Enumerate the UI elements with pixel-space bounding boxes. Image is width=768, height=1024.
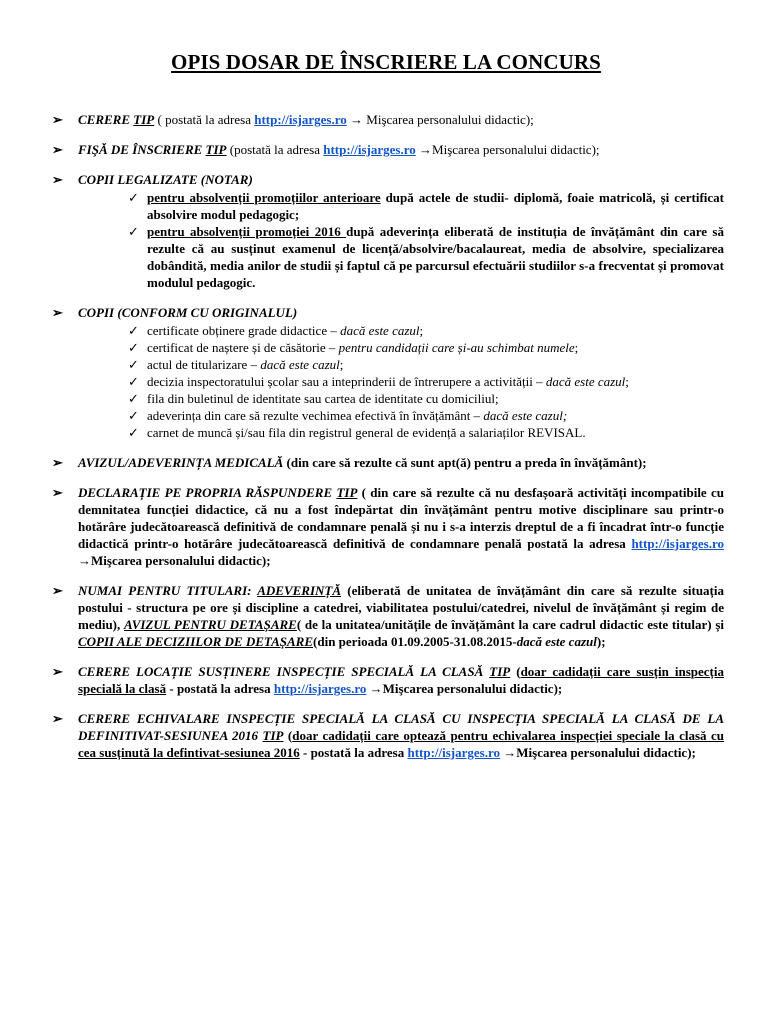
arrow-bullet-icon: ➢	[52, 142, 63, 157]
list-item-cerere-tip: ➢ CERERE TIP ( postată la adresa http://isjarges.ro → Mişcarea personalului didactic);	[52, 112, 534, 127]
list-item-cerere-echivalare: ➢ CERERE ECHIVALARE INSPECȚIE SPECIALĂ LA CLASĂ CU INSPECȚIA SPECIALĂ LA CLASĂ DE LA DEFINITIVAT-SESIUNEA 2016 TIP (doar cadidații care optează pentru echivalarea inspecției speciale la clasă cu cea susținută la defintivat-sesiunea 2016 - postată la adresa http://isjarges.ro →Mişcarea personalului didactic);	[52, 711, 724, 760]
list-item-fisa-inscriere: ➢ FIŞĂ DE ÎNSCRIERE TIP (postată la adresa http://isjarges.ro →Mişcarea personalului didactic);	[52, 142, 600, 157]
link-isjarges[interactable]: http://isjarges.ro	[273, 681, 367, 696]
sub-item: ✓ adeverința din care să rezulte vechimea efectivă în învățământ – dacă este cazul;	[128, 408, 568, 423]
arrow-bullet-icon: ➢	[52, 583, 63, 598]
list-item-cerere-locatie: ➢ CERERE LOCAȚIE SUSȚINERE INSPECȚIE SPECIALĂ LA CLASĂ TIP (doar cadidații care susțin inspecția specială la clasă - postată la adresa http://isjarges.ro →Mişcarea personalului didactic);	[52, 664, 724, 696]
arrow-bullet-icon: ➢	[52, 485, 63, 500]
arrow-bullet-icon: ➢	[52, 455, 63, 470]
check-icon: ✓	[128, 374, 139, 389]
sub-item: ✓ decizia inspectoratului școlar sau a inteprinderii de întrerupere a activității – dacă este cazul;	[128, 374, 629, 389]
arrow-bullet-icon: ➢	[52, 664, 63, 679]
sub-item: ✓ carnet de muncă și/sau fila din registrul general de evidență a salariaților REVISAL.	[128, 425, 586, 440]
sub-item: ✓ certificat de naștere și de căsătorie – pentru candidații care și-au schimbat numele;	[128, 340, 579, 355]
list-item-copii-conform: ➢ COPII (CONFORM CU ORIGINALUL) ✓ certificate obținere grade didactice – dacă este cazul; ✓ certificat de naștere și de căsătorie – pentru candidații care și-au schimbat numele; ✓ actul de titularizare – dacă este cazul; ✓ decizia inspectoratului școlar sau a inteprinderii de întrerupere a activității – dacă este cazul; ✓ fila din buletinul de identitate sau cartea de identitate cu domiciliul; ✓ adeverința din care să rezulte vechimea efectivă în învățământ – dacă este cazul; ✓ carnet de muncă și/sau fila din registrul general de evidență a salariaților REVISAL.	[48, 304, 724, 441]
link-isjarges[interactable]: http://isjarges.ro	[323, 142, 416, 157]
arrow-bullet-icon: ➢	[52, 172, 63, 187]
check-icon: ✓	[128, 408, 139, 423]
list-item-declaratie: ➢ DECLARAȚIE PE PROPRIA RĂSPUNDERE TIP ( din care să rezulte că nu desfașoară activități incompatibile cu demnitatea funcției didactice, că nu a fost îndepărtat din învățământ pentru motive disciplinare sau printr-o hotărâre judecătoarească definitivă de condamnare penală și nu i s-a interzis dreptul de a fi încadrat într-o funcție didactică printr-o hotărâre judecătoarească definitivă de condamnare penală postată la adresa http://isjarges.ro →Mişcarea personalului didactic);	[52, 485, 724, 568]
list-item-aviz-medical: ➢ AVIZUL/ADEVERINȚA MEDICALĂ (din care să rezulte că sunt apt(ă) pentru a preda în învățământ);	[52, 455, 647, 470]
arrow-bullet-icon: ➢	[52, 112, 63, 127]
list-item-copii-legalizate: ➢ COPII LEGALIZATE (NOTAR) ✓ pentru absolvenții promoțiilor anterioare după actele de studii- diplomă, foaie matricolă, și certificat absolvire modul pedagogic; ✓ pentru absolvenții promoției 2016 după adeverința eliberată de instituția de învățământ din care să rezulte că au susținut examenul de licență/absolvire/bacalaureat, media de absolvire, specializarea dobândită, media anilor de studii și faptul că pe parcursul efectuării studiilor s-a frecventat și promovat modulul pedagogic.	[52, 172, 725, 290]
check-icon: ✓	[128, 425, 139, 440]
document	[48, 50, 724, 774]
check-icon: ✓	[128, 190, 139, 205]
sub-item: ✓ fila din buletinul de identitate sau cartea de identitate cu domiciliul;	[128, 391, 499, 406]
sub-item: ✓ pentru absolvenții promoției 2016 după adeverința eliberată de instituția de învățământ din care să rezulte că au susținut examenul de licență/absolvire/bacalaureat, media de absolvire, specializarea dobândită, media anilor de studii și faptul că pe parcursul efectuării studiilor s-a frecventat și promovat modulul pedagogic.	[128, 224, 724, 290]
sub-item: ✓ actul de titularizare – dacă este cazul;	[128, 357, 344, 372]
link-isjarges[interactable]: http://isjarges.ro	[254, 112, 347, 127]
document-title: OPIS DOSAR DE ÎNSCRIERE LA CONCURS	[171, 50, 601, 74]
arrow-bullet-icon: ➢	[52, 305, 63, 320]
check-icon: ✓	[128, 357, 139, 372]
check-icon: ✓	[128, 224, 139, 239]
list-item-titulari: ➢ NUMAI PENTRU TITULARI: ADEVERINȚĂ (eliberată de unitatea de învățământ din care să rezulte situația postului - structura pe ore și discipline a catedrei, viabilitatea postului/catedrei, nivelul de învățământ și regim de mediu), AVIZUL PENTRU DETAȘARE( de la unitatea/unitățile de învățământ la care cadrul didactic este titular) și COPII ALE DECIZIILOR DE DETAȘARE(din perioada 01.09.2005-31.08.2015-dacă este cazul);	[52, 583, 725, 649]
check-icon: ✓	[128, 391, 139, 406]
link-isjarges[interactable]: http://isjarges.ro	[631, 536, 724, 551]
sub-list	[128, 322, 724, 441]
sub-item: ✓ certificate obținere grade didactice – dacă este cazul;	[128, 323, 424, 338]
link-isjarges[interactable]: http://isjarges.ro	[407, 745, 501, 760]
check-icon: ✓	[128, 340, 139, 355]
sub-list	[128, 189, 724, 291]
sub-item: ✓ pentru absolvenții promoțiilor anterioare după actele de studii- diplomă, foaie matricolă, și certificat absolvire modul pedagogic;	[128, 190, 725, 222]
check-icon: ✓	[128, 323, 139, 338]
arrow-bullet-icon: ➢	[52, 711, 63, 726]
